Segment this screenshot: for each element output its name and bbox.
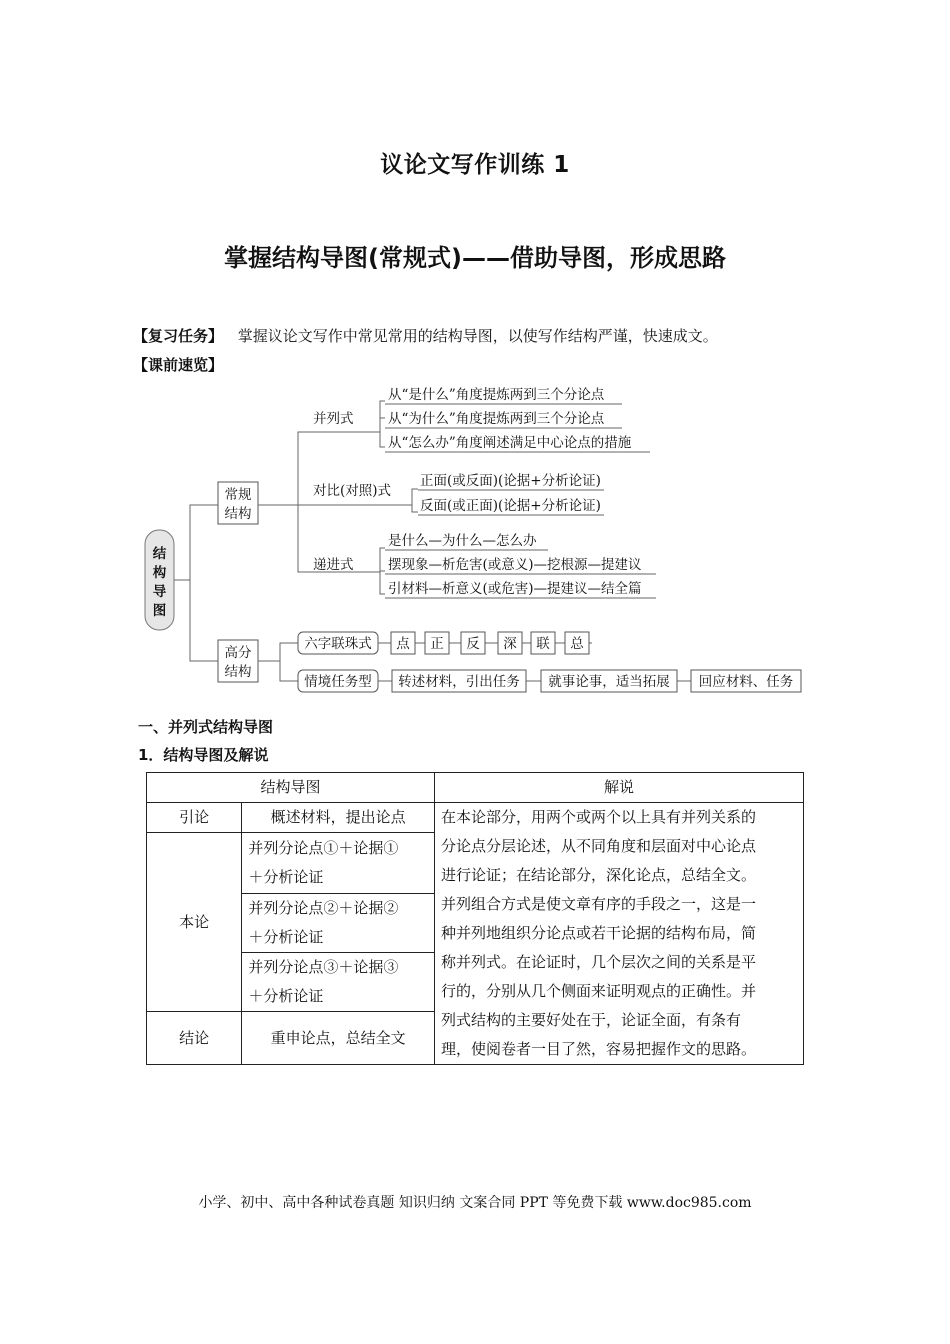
explain-line: 理，使阅卷者一目了然，容易把握作文的思路。 (441, 1040, 757, 1058)
explain-line: 在本论部分，用两个或两个以上具有并列关系的 (441, 808, 757, 826)
high-structure-line-2: 结构 (224, 664, 252, 680)
end-text: 重申论点，总结全文 (242, 1012, 435, 1065)
end-label: 结论 (147, 1012, 242, 1065)
parallel-item-1: 从“是什么”角度提炼两到三个分论点 (388, 387, 605, 403)
intro-label: 引论 (147, 803, 242, 833)
six-chain-node: 深 (503, 636, 517, 652)
parallel-item-3: 从“怎么办”角度阐述满足中心论点的措施 (388, 435, 632, 451)
intro-text: 概述材料，提出论点 (242, 803, 435, 833)
contrast-label: 对比(对照)式 (313, 483, 392, 499)
task-chain-label: 情境任务型 (304, 674, 372, 690)
root-connector (174, 505, 218, 661)
preview-tag-text: 【课前速览】 (133, 356, 224, 374)
high-structure-line-1: 高分 (224, 645, 252, 661)
normal-connector (258, 432, 306, 572)
table-header-row (147, 773, 804, 803)
high-connector (258, 643, 298, 681)
mindmap-root-char-1: 结 (152, 546, 167, 562)
page-title: 议论文写作训练 1 (380, 152, 570, 178)
section-heading-1: 一、并列式结构导图 (138, 718, 274, 736)
mindmap-root-char-4: 图 (152, 603, 167, 619)
explain-cell (435, 803, 804, 1065)
explain-line: 称并列式。在论证时，几个层次之间的关系是平 (441, 953, 757, 971)
body-row-1-line-2: ＋分析论证 (248, 868, 324, 886)
task-step-3: 回应材料、任务 (698, 674, 794, 690)
contrast-item-1: 正面(或反面)(论据+分析论证) (420, 473, 601, 489)
table-row (147, 803, 804, 833)
explain-line: 种并列地组织分论点或若干论据的结构布局，简 (441, 924, 757, 942)
body-label: 本论 (147, 833, 242, 1012)
section-heading-1-1: 1．结构导图及解说 (138, 746, 269, 764)
footer: 小学、初中、高中各种试卷真题 知识归纳 文案合同 PPT 等免费下载 www.doc985.com (198, 1195, 752, 1211)
explain-line: 分论点分层论述，从不同角度和层面对中心论点 (441, 837, 757, 855)
six-chain-node: 点 (396, 636, 410, 652)
six-chain-label: 六字联珠式 (304, 636, 372, 652)
normal-structure-line-1: 常规 (224, 487, 252, 503)
six-chain-node: 总 (570, 636, 584, 652)
explain-line: 行的，分别从几个侧面来证明观点的正确性。并 (441, 982, 757, 1000)
body-row-3-line-2: ＋分析论证 (248, 987, 324, 1005)
progressive-item-1: 是什么—为什么—怎么办 (388, 533, 537, 549)
parallel-item-2: 从“为什么”角度提炼两到三个分论点 (388, 411, 605, 427)
six-chain-node: 反 (466, 636, 480, 652)
review-task-text: 掌握议论文写作中常见常用的结构导图，以使写作结构严谨，快速成文。 (237, 327, 718, 345)
explain-line: 进行论证；在结论部分，深化论点，总结全文。 (441, 866, 757, 884)
task-step-2: 就事论事，适当拓展 (548, 674, 670, 690)
body-row-3 (242, 953, 435, 1012)
review-task-tag: 【复习任务】 (133, 327, 224, 345)
explain-text (441, 803, 797, 1064)
progressive-item-2: 摆现象—析危害(或意义)—挖根源—提建议 (388, 557, 642, 573)
table-head-left: 结构导图 (147, 773, 435, 803)
page-subtitle: 掌握结构导图(常规式)——借助导图，形成思路 (224, 244, 726, 272)
body-row-2 (242, 894, 435, 953)
body-row-1 (242, 833, 435, 894)
normal-structure-line-2: 结构 (224, 506, 252, 522)
structure-table (146, 772, 804, 1065)
contrast-item-2: 反面(或正面)(论据+分析论证) (420, 498, 601, 514)
mindmap-root-char-3: 导 (152, 584, 167, 600)
mindmap-root-char-2: 构 (152, 565, 167, 581)
progressive-item-3: 引材料—析意义(或危害)—提建议—结全篇 (388, 581, 642, 597)
task-step-1: 转述材料，引出任务 (398, 674, 520, 690)
body-row-3-line-1: 并列分论点③＋论据③ (248, 958, 399, 976)
six-chain-node: 正 (430, 636, 444, 652)
body-row-2-line-1: 并列分论点②＋论据② (248, 899, 399, 917)
explain-line: 并列组合方式是使文章有序的手段之一，这是一 (441, 895, 757, 913)
table-head-right: 解说 (435, 773, 804, 803)
body-row-2-line-2: ＋分析论证 (248, 928, 324, 946)
body-row-1-line-1: 并列分论点①＋论据① (248, 839, 399, 857)
explain-line: 列式结构的主要好处在于，论证全面，有条有 (441, 1011, 742, 1029)
parallel-label: 并列式 (313, 411, 354, 427)
progressive-label: 递进式 (313, 557, 354, 573)
six-chain-node: 联 (536, 636, 550, 652)
